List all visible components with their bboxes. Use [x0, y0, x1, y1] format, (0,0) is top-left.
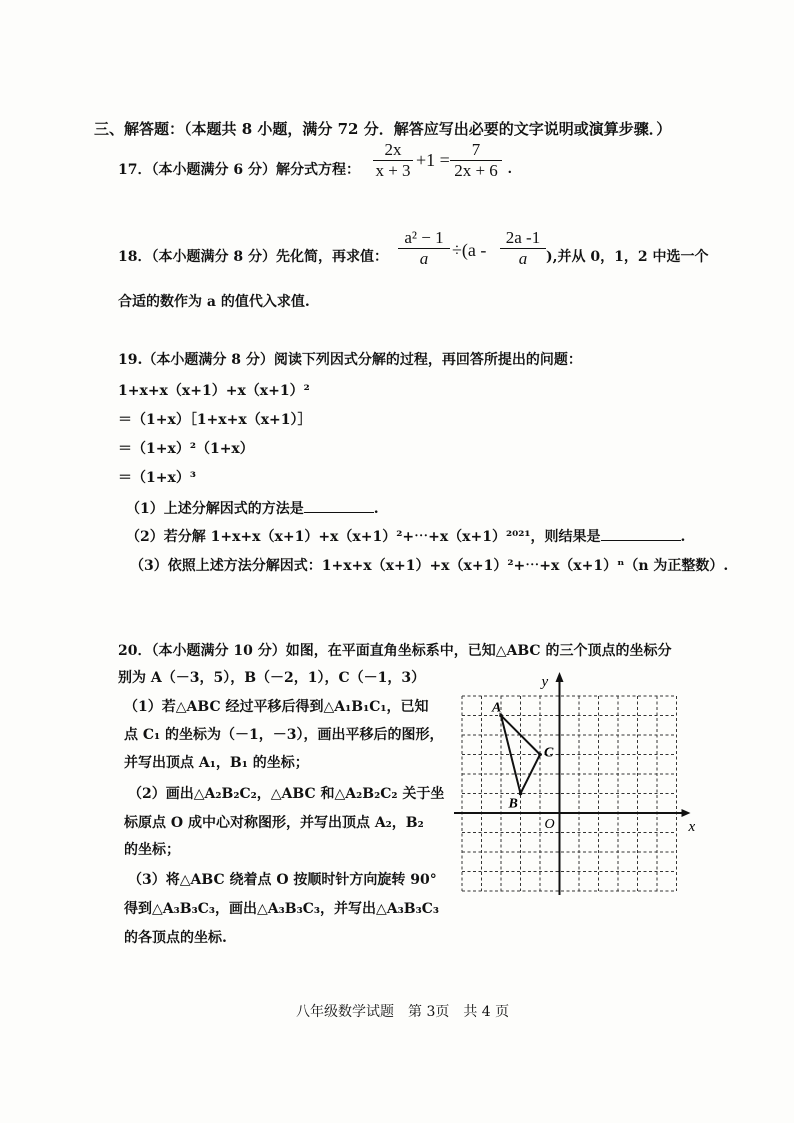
q19-step-4: ＝（1+x）³: [118, 470, 196, 486]
q20-sub2-line1: （2）画出△A₂B₂C₂，△ABC 和△A₂B₂C₂ 关于坐: [128, 786, 445, 802]
vertex-label-C: C: [544, 745, 554, 761]
q17-frac2-den: 2x + 6: [454, 161, 498, 180]
q20-sub2-line3: 的坐标；: [124, 842, 180, 858]
q19-label: 19.（本小题满分 8 分）阅读下列因式分解的过程，再回答所提出的问题：: [118, 352, 582, 368]
q19-step-2: ＝（1+x）［1+x+x（x+1）］: [118, 412, 312, 428]
q20-sub1-line3: 并写出顶点 A₁，B₁ 的坐标；: [124, 755, 309, 771]
q19-sub1-text: （1）上述分解因式的方法是: [126, 501, 304, 517]
q19-sub2: （2）若分解 1+x+x（x+1）+x（x+1）²+⋯+x（x+1）²⁰²¹，则结果是 .: [126, 526, 685, 546]
grid-lines: [462, 696, 677, 891]
section-heading: 三、解答题：（本题共 8 小题，满分 72 分．解答应写出必要的文字说明或演算步骤．）: [94, 120, 672, 138]
q18-frac1-den: a: [419, 249, 429, 268]
q20-intro-line2: 别为 A（－3，5），B（－2，1），C（－1，3）: [118, 670, 426, 686]
page-footer: 八年级数学试题 第 3页 共 4 页: [296, 1004, 510, 1020]
x-axis-label: x: [688, 819, 696, 835]
q18-fraction-1: [398, 228, 450, 269]
q17-frac1-den: x + 3: [375, 161, 411, 180]
axes: [454, 672, 691, 895]
q18-frac2-den: a: [518, 249, 528, 268]
q19-sub1-answer-blank[interactable]: [304, 498, 374, 513]
vertex-B: [519, 792, 523, 796]
triangle-abc: [491, 701, 554, 812]
vertex-label-B: B: [508, 796, 518, 812]
q18-frac2-num: 2a -1: [505, 228, 541, 247]
q18-line2: 合适的数作为 a 的值代入求值.: [118, 294, 310, 310]
origin-label: O: [544, 817, 555, 832]
q19-step-1: 1+x+x（x+1）+x（x+1）²: [118, 383, 310, 399]
q20-sub1-line1: （1）若△ABC 经过平移后得到△A₁B₁C₁，已知: [124, 699, 429, 715]
q17-fraction-1: [373, 140, 413, 181]
q19-sub3: （3）依照上述方法分解因式：1+x+x（x+1）+x（x+1）²+⋯+x（x+1）ⁿ（n 为正整数）.: [130, 558, 729, 574]
y-axis-label: y: [541, 674, 549, 690]
q20-sub3-line2: 得到△A₃B₃C₃，画出△A₃B₃C₃，并写出△A₃B₃C₃: [124, 901, 439, 917]
q19-sub2-text: （2）若分解 1+x+x（x+1）+x（x+1）²+⋯+x（x+1）²⁰²¹，则结果是: [126, 529, 601, 545]
coordinate-grid: [444, 668, 704, 918]
q20-intro-line1: 20．（本小题满分 10 分）如图，在平面直角坐标系中，已知△ABC 的三个顶点的坐标分: [118, 643, 672, 659]
q17-frac2-num: 7: [471, 140, 481, 159]
q18-division: ÷(a -: [452, 240, 487, 260]
vertex-label-A: A: [492, 700, 502, 716]
q19-step-3: ＝（1+x）²（1+x）: [118, 441, 254, 457]
q17-operator: +1 =: [416, 150, 450, 170]
q18-fraction-2: [500, 228, 546, 269]
q17-frac1-num: 2x: [384, 140, 402, 159]
q17-end: ．: [507, 157, 525, 177]
q20-sub1-line2: 点 C₁ 的坐标为（－1，－3），画出平移后的图形，: [124, 727, 444, 743]
q20-sub2-line2: 标原点 O 成中心对称图形，并写出顶点 A₂，B₂: [124, 815, 424, 831]
y-axis-arrow: [556, 672, 564, 682]
q18-tail: ),并从 0，1，2 中选一个: [546, 249, 709, 265]
x-axis-arrow: [682, 809, 691, 817]
q17-label: 17．（本小题满分 6 分）解分式方程：: [118, 162, 360, 178]
q20-sub3-line1: （3）将△ABC 绕着点 O 按顺时针方向旋转 90°: [128, 872, 437, 888]
q17-fraction-2: [450, 140, 502, 181]
q19-sub2-answer-blank[interactable]: [601, 526, 681, 541]
q19-sub1: （1）上述分解因式的方法是 .: [126, 498, 379, 518]
vertex-C: [538, 753, 542, 757]
q18-frac1-num: a² − 1: [404, 228, 444, 247]
q18-label: 18．（本小题满分 8 分）先化简，再求值：: [118, 249, 388, 265]
q20-sub3-line3: 的各顶点的坐标.: [124, 930, 227, 946]
